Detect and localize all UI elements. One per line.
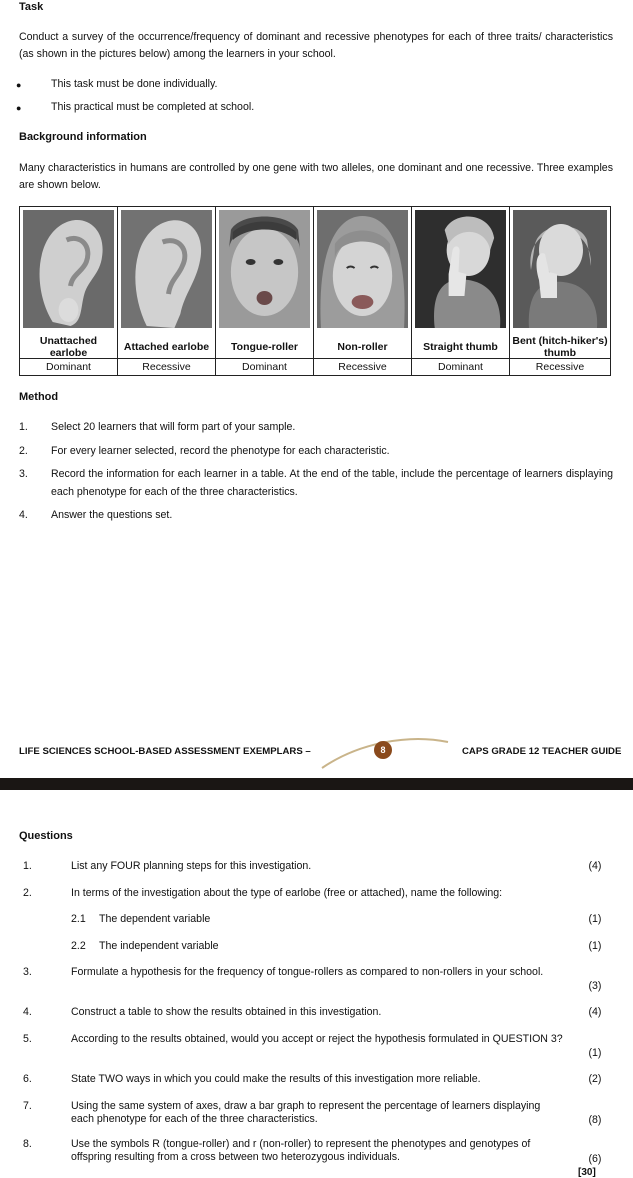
- trait-cell: [118, 207, 216, 375]
- task-intro: Conduct a survey of the occurrence/frequency of dominant and recessive phenotypes for each of three traits/ characteristics (as shown in the pictures below) among the learners in your school.: [19, 31, 613, 60]
- trait-type: Recessive: [510, 358, 610, 375]
- trait-cell: [20, 207, 118, 375]
- step-number: 4.: [19, 509, 28, 521]
- trait-cell: [216, 207, 314, 375]
- question-text: Using the same system of axes, draw a bar graph to represent the percentage of learners displaying each phenotype for each of the three characteristics.: [71, 1100, 541, 1125]
- trait-image-table: [19, 206, 611, 376]
- task-bullet: This task must be done individually.: [51, 78, 218, 90]
- trait-cell: [412, 207, 510, 375]
- question-number: 7.: [23, 1100, 32, 1112]
- question-text: Formulate a hypothesis for the frequency of tongue-rollers as compared to non-rollers in your school.: [71, 966, 544, 978]
- question-mark: (1): [588, 940, 602, 952]
- trait-type: Dominant: [20, 358, 117, 375]
- step-text: Select 20 learners that will form part of your sample.: [51, 421, 296, 433]
- page-number-badge: 8: [374, 741, 392, 759]
- question-text: The independent variable: [99, 940, 219, 952]
- question-sub-number: 2.2: [71, 940, 86, 952]
- question-text: Construct a table to show the results obtained in this investigation.: [71, 1006, 382, 1018]
- trait-type: Dominant: [216, 358, 313, 375]
- trait-type: Recessive: [118, 358, 215, 375]
- question-mark: (4): [588, 860, 602, 872]
- ear-photo: [23, 210, 114, 328]
- bullet-dot: ●: [16, 80, 22, 90]
- question-mark: (3): [588, 980, 602, 992]
- question-text: In terms of the investigation about the type of earlobe (free or attached), name the following:: [71, 887, 503, 899]
- question-text: According to the results obtained, would you accept or reject the hypothesis formulated in QUESTION 3?: [71, 1033, 563, 1045]
- bullet-dot: ●: [16, 103, 22, 113]
- question-number: 6.: [23, 1073, 32, 1085]
- background-text: Many characteristics in humans are controlled by one gene with two alleles, one dominant and one recessive. Three examples are shown below.: [19, 162, 613, 191]
- trait-type: Dominant: [412, 358, 509, 375]
- question-mark: (4): [588, 1006, 602, 1018]
- trait-cell: [510, 207, 610, 375]
- question-text: The dependent variable: [99, 913, 211, 925]
- question-mark: (6): [588, 1153, 602, 1165]
- question-text: State TWO ways in which you could make the results of this investigation more reliable.: [71, 1073, 481, 1085]
- question-text: List any FOUR planning steps for this investigation.: [71, 860, 312, 872]
- question-text: Use the symbols R (tongue-roller) and r (non-roller) to represent the phenotypes and genotypes of offspring resulting from a cross between two heterozygous individuals.: [71, 1138, 531, 1163]
- trait-type: Recessive: [314, 358, 411, 375]
- method-heading: Method: [19, 391, 59, 403]
- total-marks: [30]: [578, 1167, 596, 1178]
- step-text: Record the information for each learner in a table. At the end of the table, include the percentage of learners displaying each phenotype for each of the three characteristics.: [51, 468, 613, 498]
- trait-label: Attached earlobe: [123, 341, 210, 353]
- question-number: 3.: [23, 966, 32, 978]
- question-mark: (2): [588, 1073, 602, 1085]
- question-mark: (1): [588, 1047, 602, 1059]
- question-number: 1.: [23, 860, 32, 872]
- step-text: For every learner selected, record the phenotype for each characteristic.: [51, 445, 390, 457]
- background-heading: Background information: [19, 131, 147, 143]
- question-mark: (8): [588, 1114, 602, 1126]
- page-break-bar: [0, 778, 633, 790]
- trait-label: Straight thumb: [423, 341, 498, 353]
- step-number: 1.: [19, 421, 28, 433]
- thumb-photo: [415, 210, 506, 328]
- ear-photo: [121, 210, 212, 328]
- question-mark: (1): [588, 913, 602, 925]
- question-number: 4.: [23, 1006, 32, 1018]
- question-number: 2.: [23, 887, 32, 899]
- task-heading: Task: [19, 1, 44, 13]
- question-number: 8.: [23, 1138, 32, 1150]
- trait-label: Bent (hitch-hiker's) thumb: [512, 335, 608, 359]
- face-photo: [219, 210, 310, 328]
- question-sub-number: 2.1: [71, 913, 86, 925]
- face-photo: [317, 210, 408, 328]
- thumb-photo: [513, 210, 607, 328]
- step-text: Answer the questions set.: [51, 509, 173, 521]
- trait-label: Tongue-roller: [231, 341, 298, 353]
- trait-label: Unattached earlobe: [39, 335, 98, 359]
- footer-right: CAPS GRADE 12 TEACHER GUIDE: [462, 746, 622, 757]
- questions-heading: Questions: [19, 830, 73, 842]
- step-number: 3.: [19, 468, 28, 480]
- question-number: 5.: [23, 1033, 32, 1045]
- step-number: 2.: [19, 445, 28, 457]
- footer-left: LIFE SCIENCES SCHOOL-BASED ASSESSMENT EXEMPLARS –: [19, 746, 311, 757]
- trait-label: Non-roller: [337, 341, 388, 353]
- trait-cell: [314, 207, 412, 375]
- task-bullet: This practical must be completed at school.: [51, 101, 255, 113]
